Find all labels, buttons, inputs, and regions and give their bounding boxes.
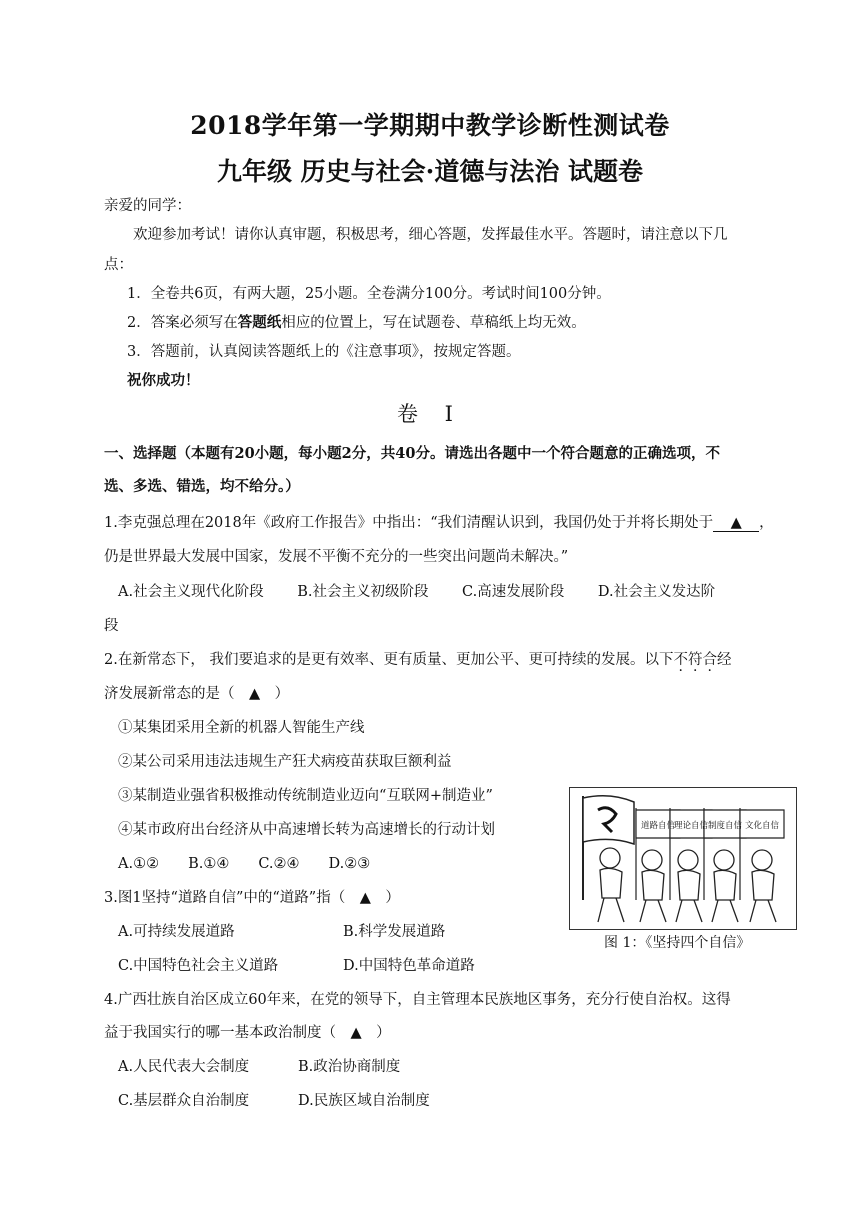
part1-heading-line-1: 一、选择题（本题有20小题，每小题2分，共40分。请选出各题中一个符合题意的正确选项，不 <box>104 445 720 462</box>
emphasis-dot: 合 <box>702 652 717 668</box>
note-1: 1．全卷共6页，有两大题，25小题。全卷满分100分。考试时间100分钟。 <box>127 286 611 302</box>
part1-heading-line-2: 选、多选、错选，均不给分。） <box>104 478 300 495</box>
q4-option-a: A.人民代表大会制度 <box>118 1059 250 1075</box>
q4-line-2: 益于我国实行的哪一基本政治制度（ ▲ ） <box>104 1025 391 1041</box>
q3-option-a: A.可持续发展道路 <box>118 924 235 940</box>
q2-option-2: ②某公司采用违法违规生产狂犬病疫苗获取巨额利益 <box>118 754 452 770</box>
q1-answer-blank: ▲ <box>713 515 759 532</box>
q2-option-1: ①某集团采用全新的机器人智能生产线 <box>118 720 365 736</box>
q2-option-3: ③某制造业强省积极推动传统制造业迈向“互联网+制造业” <box>118 788 493 804</box>
flag-label: 文化自信 <box>744 821 780 831</box>
q2-option-4: ④某市政府出台经济从中高速增长转为高速增长的行动计划 <box>118 822 495 838</box>
page-title: 2018学年第一学期期中教学诊断性测试卷 <box>190 111 670 140</box>
q2-line-2: 济发展新常态的是（ ▲ ） <box>104 686 290 702</box>
q4-option-d: D.民族区域自治制度 <box>298 1093 430 1109</box>
q1-line-1: 1.李克强总理在2018年《政府工作报告》中指出：“我们清醒认识到，我国仍处于并将长期处于 ▲ ， <box>104 515 774 531</box>
wish: 祝你成功！ <box>127 372 200 389</box>
q4-line-1: 4.广西壮族自治区成立60年来，在党的领导下，自主管理本民族地区事务，充分行使自治权。这得 <box>104 992 731 1008</box>
q1-options-cont: 段 <box>104 618 119 634</box>
section-heading: 卷 Ⅰ <box>397 402 463 426</box>
four-confidences-illustration <box>570 788 796 929</box>
note-2-bold: 答题纸 <box>237 314 282 331</box>
page-subtitle: 九年级 历史与社会·道德与法治 试题卷 <box>216 157 644 186</box>
note-2: 2．答案必须写在答题纸相应的位置上，写在试题卷、草稿纸上均无效。 <box>127 314 586 331</box>
q3-option-d: D.中国特色革命道路 <box>343 958 475 974</box>
emphasis-dot: 不 <box>673 652 688 668</box>
q3-option-c: C.中国特色社会主义道路 <box>118 958 279 974</box>
flag-label: 理论自信 <box>673 821 709 831</box>
q4-option-c: C.基层群众自治制度 <box>118 1093 250 1109</box>
greeting: 亲爱的同学： <box>104 198 191 214</box>
q2-choices: A.①② B.①④ C.②④ D.②③ <box>118 856 371 872</box>
emphasis-dot: 符 <box>687 652 703 668</box>
flag-label: 制度自信 <box>707 821 743 831</box>
figure-caption: 图 1：《坚持四个自信》 <box>604 935 751 951</box>
q1-line-2: 仍是世界最大发展中国家，发展不平衡不充分的一些突出问题尚未解决。” <box>104 549 569 565</box>
intro-line-1: 欢迎参加考试！请你认真审题，积极思考，细心答题，发挥最佳水平。答题时，请注意以下几 <box>133 227 728 243</box>
q4-option-b: B.政治协商制度 <box>298 1059 401 1075</box>
q3-option-b: B.科学发展道路 <box>343 924 446 940</box>
note-3: 3．答题前，认真阅读答题纸上的《注意事项》，按规定答题。 <box>127 344 521 360</box>
q2-line-1: 2.在新常态下， 我们要追求的是更有效率、更有质量、更加公平、更可持续的发展。以下不符合经 <box>104 652 732 668</box>
intro-line-2: 点： <box>104 257 133 273</box>
q1-options: A.社会主义现代化阶段 B.社会主义初级阶段 C.高速发展阶段 D.社会主义发达阶 <box>118 584 716 600</box>
flag-label: 道路自信 <box>640 821 676 831</box>
figure-1 <box>569 787 797 930</box>
q3-line-1: 3.图1坚持“道路自信”中的“道路”指（ ▲ ） <box>104 890 400 906</box>
